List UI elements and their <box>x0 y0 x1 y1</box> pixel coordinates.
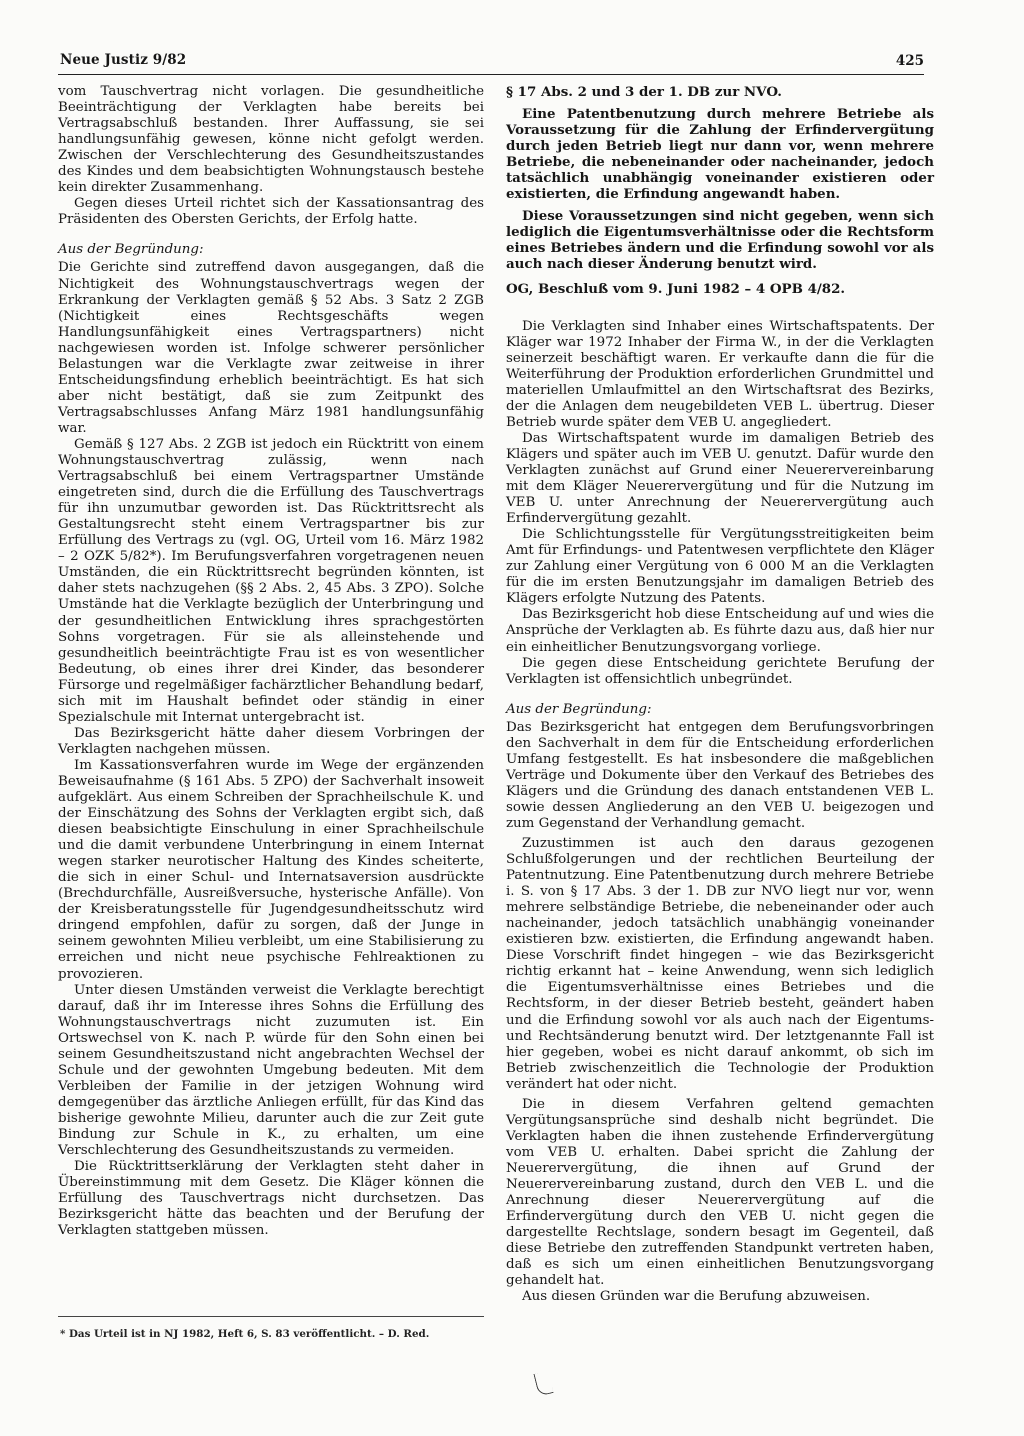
paragraph: Gemäß § 127 Abs. 2 ZGB ist jedoch ein Rücktritt von einem Wohnungstauschvertrag zulässig, wenn nach Vertragsabschluß bei einem Vertragspartner Umstände eingetreten sind, durch die die Erfüllung des Tauschvertrags für ihn unzumutbar geworden ist. Das Rücktrittsrecht als Gestaltungsrecht steht einem Vertragspartner bis zur Erfüllung des Vertrags zu (vgl. OG, Urteil vom 16. März 1982 – 2 OZK 5/82*). Im Berufungsverfahren vorgetragenen neuen Umständen, die ein Rücktrittsrecht begründen könnten, ist daher stets nachzugehen (§§ 2 Abs. 2, 45 Abs. 3 ZPO). Solche Umstände hat die Verklagte bezüglich der Unterbringung und der gesundheitlichen Entwicklung ihres sprachgestörten Sohns vorgetragen. Für sie als alleinstehende und gesundheitlich beeinträchtigte Frau ist es von wesentlicher Bedeutung, ob eines ihrer drei Kinder, das besonderer Fürsorge und regelmäßiger fachärztlicher Behandlung bedarf, sich mit im Haushalt befindet oder ständig in einer Spezialschule mit Internat untergebracht ist. <box>58 436 484 725</box>
paragraph: Unter diesen Umständen verweist die Verklagte berechtigt darauf, daß ihr im Interesse ihres Sohns die Erfüllung des Wohnungstauschvertrags nicht zuzumuten ist. Ein Ortswechsel von K. nach P. würde für den Sohn einen bei seinem Gesundheitszustand nicht angebrachten Wechsel der Schule und der gewohnten Umgebung bedeuten. Mit dem Verbleiben der Familie in der jetzigen Wohnung wird demgegenüber das ärztliche Anliegen erfüllt, für das Kind das bisherige gewohnte Milieu, darunter auch die zur Zeit gute Bindung zur Schule in K., zu erhalten, um eine Verschlechterung des Gesundheitszustands zu vermeiden. <box>58 982 484 1159</box>
pencil-mark <box>533 1371 553 1397</box>
footnote-divider <box>58 1316 484 1317</box>
paragraph: Aus diesen Gründen war die Berufung abzuweisen. <box>522 1289 871 1305</box>
paragraph: Die Verklagten sind Inhaber eines Wirtschaftspatents. Der Kläger war 1972 Inhaber der Firma W., in der die Verklagten seinerzeit beschäftigt waren. Er verkaufte dann die für die Weiterführung der Produktion erforderlichen Grundmittel und materiellen Umlaufmittel an den Wirtschaftsrat des Bezirks, der die Anlagen dem neugebildeten VEB L. übertrug. Dieser Betrieb wurde später dem VEB U. angegliedert. <box>506 318 934 430</box>
decision-citation: OG, Beschluß vom 9. Juni 1982 – 4 OPB 4/82. <box>506 280 846 297</box>
journal-title: Neue Justiz 9/82 <box>60 52 187 68</box>
paragraph: Die Gerichte sind zutreffend davon ausgegangen, daß die Nichtigkeit des Wohnungstauschvertrags wegen der Erkrankung der Verklagten gemäß § 52 Abs. 3 Satz 2 ZGB (Nichtigkeit eines Rechtsgeschäfts wegen Handlungsunfähigkeit eines Vertragspartners) nicht nachgewiesen worden ist. Infolge schwerer persönlicher Belastungen war die Verklagte zwar zeitweise in ihrer Entscheidungsfindung erheblich beeinträchtigt. Es hat sich aber nicht bestätigt, daß sie zum Zeitpunkt des Vertragsabschlusses Anfang März 1981 handlungsunfähig war. <box>58 260 484 436</box>
left-column <box>58 84 484 1239</box>
paragraph: Das Bezirksgericht hob diese Entscheidung auf und wies die Ansprüche der Verklagten ab. Es führte dazu aus, daß hier nur ein einheitlicher Benutzungsvorgang vorliege. <box>506 607 934 655</box>
running-header <box>58 52 924 75</box>
paragraph: Zuzustimmen ist auch den daraus gezogenen Schlußfolgerungen und der rechtlichen Beurteilung der Patentnutzung. Eine Patentbenutzung durch mehrere Betriebe i. S. von § 17 Abs. 3 der 1. DB zur NVO liegt nur vor, wenn mehrere selbständige Betriebe, die nebeneinander oder auch nacheinander, jedoch tatsächlich unabhängig voneinander existieren bzw. existierten, die Erfindung angewandt haben. Diese Vorschrift findet hingegen – wie das Bezirksgericht richtig erkannt hat – keine Anwendung, wenn sich lediglich die Eigentumsverhältnisse eines Betriebes und die Rechtsform, in der dieser Betrieb besteht, geändert haben und die Erfindung sowohl vor als auch nach der Eigentums- und Rechtsänderung benutzt wird. Der letztgenannte Fall ist hier gegeben, wobei es nicht darauf ankommt, ob sich im Betrieb zwischenzeitlich die Technologie der Produktion verändert hat oder nicht. <box>506 836 934 1092</box>
footnote: * Das Urteil ist in NJ 1982, Heft 6, S. 83 veröffentlicht. – D. Red. <box>60 1328 430 1340</box>
paragraph: Gegen dieses Urteil richtet sich der Kassationsantrag des Präsidenten des Obersten Gerichts, der Erfolg hatte. <box>58 196 484 228</box>
paragraph: Im Kassationsverfahren wurde im Wege der ergänzenden Beweisaufnahme (§ 161 Abs. 5 ZPO) der Sachverhalt insoweit aufgeklärt. Aus einem Schreiben der Sprachheilschule K. und der Einschätzung des Sohns der Verklagten ergibt sich, daß diesen beabsichtigte Einschulung in einer Sprachheilschule und die damit verbundene Unterbringung in einem Internat wegen starker neurotischer Haltung des Kindes scheiterte, die sich in einer Schul- und Internatsaversion ausdrückte (Brechdurchfälle, Ausreißversuche, hysterische Anfälle). Von der Kreisberatungsstelle für Jugendgesundheitsschutz wird dringend empfohlen, dafür zu sorgen, daß der Junge in seinem gewohnten Milieu verbleibt, um eine Stabilisierung zu erreichen und nicht neue psychische Fehlreaktionen zu provozieren. <box>58 757 484 982</box>
headnote-paragraph: Diese Voraussetzungen sind nicht gegeben, wenn sich lediglich die Eigentumsverhältnisse oder die Rechtsform eines Betriebes ändern und die Erfindung sowohl vor als auch nach dieser Änderung benutzt wird. <box>506 208 934 273</box>
paragraph: Die gegen diese Entscheidung gerichtete Berufung der Verklagten ist offensichtlich unbegründet. <box>506 655 934 687</box>
paragraph: Die Rücktrittserklärung der Verklagten steht daher in Übereinstimmung mit dem Gesetz. Die Kläger können die Erfüllung des Tauschvertrags nicht durchsetzen. Das Bezirksgericht hätte das beachten und der Berufung der Verklagten stattgeben müssen. <box>58 1159 484 1239</box>
headnote-paragraph: Eine Patentbenutzung durch mehrere Betriebe als Voraussetzung für die Zahlung der Erfindervergütung durch jeden Betrieb liegt nur dann vor, wenn mehrere Betriebe, die nebeneinander oder nacheinander, jedoch tatsächlich unabhängig voneinander existieren oder existierten, die Erfindung angewandt haben. <box>506 106 934 203</box>
headnote <box>506 84 934 297</box>
paragraph: Die Schlichtungsstelle für Vergütungsstreitigkeiten beim Amt für Erfindungs- und Patentwesen verpflichtete den Kläger zur Zahlung einer Vergütung von 6 000 M an die Verklagten für die im ersten Benutzungsjahr im damaligen Betrieb des Klägers erfolgte Nutzung des Patents. <box>506 527 934 607</box>
paragraph: Die in diesem Verfahren geltend gemachten Vergütungsansprüche sind deshalb nicht begründet. Die Verklagten haben die ihnen zustehende Erfindervergütung vom VEB U. erhalten. Dabei spricht die Zahlung der Neuerervergütung, die ihnen auf Grund der Neuerervereinbarung zustand, durch den VEB L. und die Anrechnung dieser Neuerervergütung auf die Erfindervergütung durch den VEB U. nicht gegen die dargestellte Rechtslage, sondern besagt im Gegenteil, daß diese Betriebe den zutreffenden Standpunkt vertreten haben, daß es sich um einen einheitlichen Benutzungsvorgang gehandelt hat. <box>506 1096 934 1289</box>
page-number: 425 <box>895 53 924 69</box>
paragraph: Das Wirtschaftspatent wurde im damaligen Betrieb des Klägers und später auch im VEB U. genutzt. Dafür wurde den Verklagten zunächst auf Grund einer Neuerervereinbarung mit dem Kläger Neuerervergütung und für die Nutzung im VEB U. unter Anrechnung der Neuerervergütung auch Erfindervergütung gezahlt. <box>506 430 934 527</box>
section-subheading: Aus der Begründung: <box>506 701 652 717</box>
section-subheading: Aus der Begründung: <box>58 242 204 258</box>
paragraph: vom Tauschvertrag nicht vorlagen. Die gesundheitliche Beeinträchtigung der Verklagten habe bereits bei Vertragsabschluß bestanden. Ihrer Auffassung, sie sei handlungsunfähig gewesen, könne nicht gefolgt werden. Zwischen der Verschlechterung des Gesundheitszustandes des Kindes und dem beabsichtigten Wohnungstausch bestehe kein direkter Zusammenhang. <box>58 84 484 196</box>
paragraph: Das Bezirksgericht hätte daher diesem Vorbringen der Verklagten nachgehen müssen. <box>58 725 484 757</box>
right-column <box>506 84 934 1305</box>
legal-reference-heading: § 17 Abs. 2 und 3 der 1. DB zur NVO. <box>506 84 782 100</box>
paragraph: Das Bezirksgericht hat entgegen dem Berufungsvorbringen den Sachverhalt in dem für die Entscheidung erforderlichen Umfang festgestellt. Es hat insbesondere die maßgeblichen Verträge und Dokumente über den Verkauf des Betriebes des Klägers und die Gründung des danach entstandenen VEB L. sowie dessen Angliederung an den VEB U. beigezogen und zum Gegenstand der Verhandlung gemacht. <box>506 719 934 831</box>
